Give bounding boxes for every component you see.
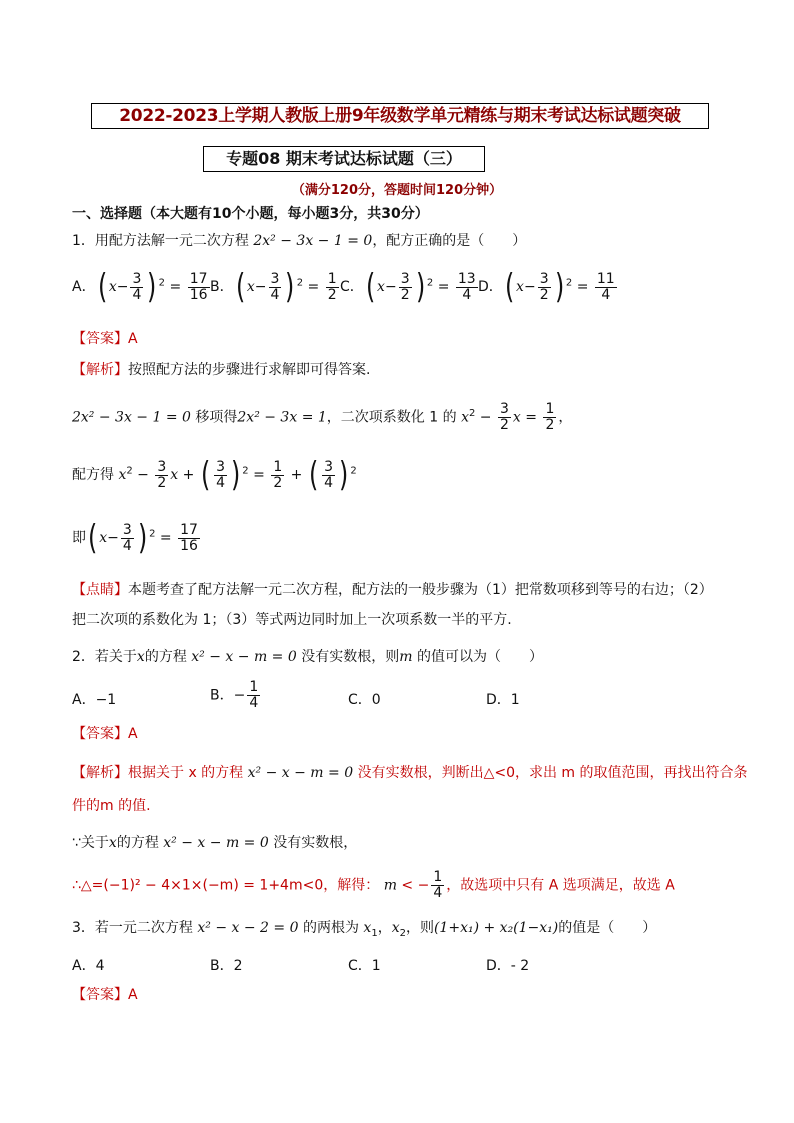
q3-option-d: D．- 2 <box>486 958 530 974</box>
q1-option-c: C．( x− $\frac{3}{2}$ ) $^2$ = $\frac{13}{4}$ <box>340 267 476 307</box>
q3-option-b: B．2 <box>210 958 243 974</box>
q2-answer: 【答案】A <box>72 726 138 742</box>
q1-step1: 2x² − 3x − 1 = 0 移项得2x² − 3x = 1，二次项系数化 1 的 $x^2$ − $\frac{3}{2}$ x = $\frac{1}{2}$ ， <box>72 401 573 433</box>
q3-answer: 【答案】A <box>72 987 138 1003</box>
q2-option-c: C．0 <box>348 692 381 708</box>
q2-option-a: A．−1 <box>72 692 117 708</box>
q1-comment-line1: 【点睛】本题考查了配方法解一元二次方程，配方法的一般步骤为（1）把常数项移到等号的右边；（2） <box>72 582 713 598</box>
q1-step3: 即( x− $\frac{3}{4}$ ) $^2$ = $\frac{17}{16}$ <box>72 518 198 558</box>
q1-step2: 配方得 $x^2$ − $\frac{3}{2}$ x + ( $\frac{3}{4}$ ) $^2$ = $\frac{1}{2}$ + ( $\frac{3}{4}$ ) $^2$ <box>72 455 357 495</box>
q3-option-a: A．4 <box>72 958 105 974</box>
q1-analysis: 【解析】按照配方法的步骤进行求解即可得答案. <box>72 362 371 378</box>
q1-option-b: B．( x− $\frac{3}{4}$ ) $^2$ = $\frac{1}{2}$ <box>210 267 337 307</box>
q1-comment-line2: 把二次项的系数化为 1；（3）等式两边同时加上一次项系数一半的平方. <box>72 612 512 628</box>
series-title: 2022-2023上学期人教版上册9年级数学单元精练与期末考试达标试题突破 <box>91 103 709 129</box>
q2-reason-line2: ∴△=(−1)² − 4×1×(−m) = 1+4m<0，解得： m < − $\frac{1}{4}$ ，故选项中只有 A 选项满足，故选 A <box>72 869 675 901</box>
q2-reason-line1: ∵关于x的方程 x² − x − m = 0 没有实数根， <box>72 835 358 851</box>
q1-option-d: D．( x− $\frac{3}{2}$ ) $^2$ = $\frac{11}{4}$ <box>478 267 615 307</box>
q1-answer: 【答案】A <box>72 331 138 347</box>
q2-stem: 2．若关于x的方程 x² − x − m = 0 没有实数根，则m 的值可以为（ ） <box>72 649 543 665</box>
q3-stem: 3．若一元二次方程 x² − x − 2 = 0 的两根为 $x_1$，$x_2$，则(1+x₁) + x₂(1−x₁)的值是（ ） <box>72 920 657 939</box>
q2-analysis-line1: 【解析】根据关于 x 的方程 x² − x − m = 0 没有实数根，判断出△<0，求出 m 的取值范围，再找出符合条 <box>72 765 748 781</box>
section-heading: 一、选择题（本大题有10个小题，每小题3分，共30分） <box>72 206 429 222</box>
q2-analysis-line2: 件的m 的值. <box>72 798 151 814</box>
q1-option-a: A．( x− $\frac{3}{4}$ ) $^2$ = $\frac{17}{16}$ <box>72 267 208 307</box>
q2-option-d: D．1 <box>486 692 520 708</box>
q2-option-b: B．− $\frac{1}{4}$ <box>210 679 259 711</box>
q1-stem: 1．用配方法解一元二次方程 2x² − 3x − 1 = 0，配方正确的是（ ） <box>72 233 527 249</box>
q3-option-c: C．1 <box>348 958 381 974</box>
paper-title: 专题08 期末考试达标试题（三） <box>203 146 485 172</box>
exam-info: （满分120分，答题时间120分钟） <box>291 183 503 198</box>
